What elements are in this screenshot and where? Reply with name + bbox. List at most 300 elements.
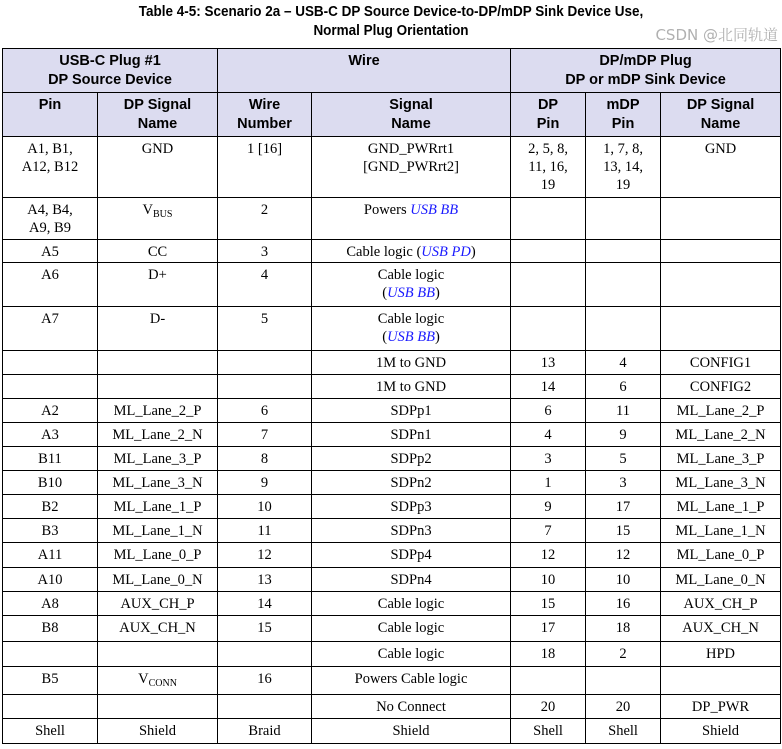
group-header-line: DP Source Device bbox=[48, 72, 172, 88]
table-cell bbox=[511, 307, 586, 351]
cell-text: A10 bbox=[37, 572, 63, 588]
table-cell bbox=[218, 568, 312, 592]
table-cell bbox=[3, 263, 98, 307]
table-cell bbox=[586, 495, 661, 519]
table-cell bbox=[586, 568, 661, 592]
table-cell bbox=[312, 543, 511, 568]
table-cell bbox=[3, 307, 98, 351]
table-cell bbox=[511, 263, 586, 307]
table-cell bbox=[218, 592, 312, 616]
cell-text: 1, 7, 8, bbox=[603, 141, 643, 157]
cell-text: GND_PWRrt1 bbox=[367, 141, 455, 157]
cell-text: 6 bbox=[260, 403, 269, 419]
cell-text: V bbox=[138, 671, 149, 687]
cell-text: Cable logic ( bbox=[346, 244, 422, 260]
table-cell bbox=[312, 240, 511, 263]
table-row bbox=[3, 642, 781, 667]
table-cell bbox=[218, 667, 312, 695]
cell-text: A6 bbox=[41, 267, 59, 283]
cell-text: SDPp4 bbox=[390, 547, 432, 563]
table-cell bbox=[98, 240, 218, 263]
table-row bbox=[3, 471, 781, 495]
cell-text: A5 bbox=[41, 244, 59, 260]
cell-text: Shell bbox=[608, 723, 638, 739]
table-cell bbox=[218, 471, 312, 495]
table-cell bbox=[98, 592, 218, 616]
cell-text: 20 bbox=[540, 699, 556, 715]
column-header-line: Pin bbox=[38, 97, 62, 113]
table-row bbox=[3, 519, 781, 543]
column-header-line: DP Signal bbox=[123, 97, 192, 113]
column-header bbox=[98, 93, 218, 137]
group-header-row bbox=[3, 49, 781, 93]
table-cell bbox=[661, 399, 781, 423]
cell-text: [GND_PWRrt2] bbox=[363, 159, 459, 175]
cell-text: 18 bbox=[540, 646, 556, 662]
table-cell bbox=[312, 719, 511, 744]
table-cell bbox=[586, 543, 661, 568]
cell-text: 18 bbox=[615, 620, 631, 636]
cell-text: 1 [16] bbox=[246, 141, 283, 157]
table-cell bbox=[98, 495, 218, 519]
cell-text: ML_Lane_1_N bbox=[675, 523, 766, 539]
table-cell bbox=[312, 375, 511, 399]
table-cell bbox=[3, 495, 98, 519]
table-cell bbox=[218, 198, 312, 240]
table-row bbox=[3, 592, 781, 616]
cell-text: 16 bbox=[257, 671, 272, 687]
table-cell bbox=[3, 519, 98, 543]
table-cell bbox=[586, 616, 661, 642]
table-row bbox=[3, 447, 781, 471]
table-cell bbox=[3, 471, 98, 495]
table-cell bbox=[218, 399, 312, 423]
table-cell bbox=[3, 423, 98, 447]
table-cell bbox=[661, 543, 781, 568]
cell-text: CC bbox=[147, 244, 168, 260]
cell-text: 7 bbox=[260, 427, 269, 443]
table-cell bbox=[511, 592, 586, 616]
column-header bbox=[511, 93, 586, 137]
cell-text: 10 bbox=[257, 499, 272, 515]
table-cell bbox=[312, 423, 511, 447]
table-row bbox=[3, 198, 781, 240]
table-cell bbox=[218, 642, 312, 667]
cell-text: 9 bbox=[260, 475, 269, 491]
cell-text: SDPn2 bbox=[390, 475, 432, 491]
table-cell bbox=[98, 543, 218, 568]
table-cell bbox=[661, 351, 781, 375]
cell-text: SDPn4 bbox=[390, 572, 432, 588]
column-header-line: DP bbox=[537, 97, 559, 113]
cell-text: 11 bbox=[616, 403, 631, 419]
table-cell bbox=[511, 543, 586, 568]
table-cell bbox=[3, 616, 98, 642]
table-row bbox=[3, 667, 781, 695]
cell-text: Cable logic bbox=[377, 620, 445, 636]
table-cell bbox=[586, 307, 661, 351]
table-row bbox=[3, 695, 781, 719]
cell-text: 5 bbox=[619, 451, 627, 467]
column-header-row bbox=[3, 93, 781, 137]
table-cell bbox=[312, 351, 511, 375]
table-cell bbox=[586, 351, 661, 375]
cell-text: 19 bbox=[615, 177, 631, 193]
table-cell bbox=[218, 543, 312, 568]
cell-text: GND bbox=[704, 141, 737, 157]
table-cell bbox=[218, 519, 312, 543]
table-cell bbox=[3, 642, 98, 667]
cell-text: 19 bbox=[540, 177, 556, 193]
table-title bbox=[27, 0, 754, 41]
table-cell bbox=[98, 137, 218, 198]
table-cell bbox=[3, 198, 98, 240]
table-cell bbox=[312, 137, 511, 198]
cell-text: B5 bbox=[41, 671, 59, 687]
group-header-dp bbox=[511, 49, 781, 93]
cell-text: Cable logic bbox=[377, 311, 445, 327]
cell-text: 10 bbox=[615, 572, 631, 588]
table-cell bbox=[511, 695, 586, 719]
cell-text: 1M to GND bbox=[375, 355, 447, 371]
cell-text: 15 bbox=[615, 523, 631, 539]
table-cell bbox=[98, 568, 218, 592]
table-cell bbox=[3, 695, 98, 719]
cell-text: 13, 14, bbox=[603, 159, 643, 175]
cell-text: A9, B9 bbox=[29, 220, 71, 236]
table-cell bbox=[98, 198, 218, 240]
cell-text: A7 bbox=[41, 311, 59, 327]
table-cell bbox=[511, 495, 586, 519]
cell-text: ML_Lane_3_N bbox=[675, 475, 766, 491]
cell-text: ) bbox=[434, 285, 440, 301]
cell-text: Cable logic bbox=[377, 596, 445, 612]
table-cell bbox=[586, 667, 661, 695]
table-cell bbox=[661, 616, 781, 642]
table-cell bbox=[511, 568, 586, 592]
table-cell bbox=[3, 447, 98, 471]
group-header-usbc bbox=[3, 49, 218, 93]
table-cell bbox=[586, 642, 661, 667]
cell-text: 17 bbox=[615, 499, 631, 515]
table-cell bbox=[218, 423, 312, 447]
table-cell bbox=[661, 137, 781, 198]
table-cell bbox=[661, 642, 781, 667]
cell-text: 12 bbox=[540, 547, 556, 563]
cell-text: 6 bbox=[619, 379, 627, 395]
table-row bbox=[3, 568, 781, 592]
group-header-line: DP/mDP Plug bbox=[599, 53, 692, 69]
cell-text: ( bbox=[382, 329, 388, 345]
table-cell bbox=[312, 592, 511, 616]
table-cell bbox=[661, 667, 781, 695]
spec-link[interactable]: USB BB bbox=[410, 202, 459, 218]
table-row bbox=[3, 423, 781, 447]
cell-text: 2 bbox=[619, 646, 627, 662]
table-cell bbox=[312, 667, 511, 695]
table-cell bbox=[98, 519, 218, 543]
table-cell bbox=[312, 519, 511, 543]
cell-text: B10 bbox=[37, 475, 63, 491]
cell-text: 10 bbox=[540, 572, 556, 588]
cell-text: 6 bbox=[544, 403, 552, 419]
table-cell bbox=[3, 240, 98, 263]
cell-text: 9 bbox=[619, 427, 627, 443]
table-cell bbox=[218, 616, 312, 642]
spec-link[interactable]: USB PD bbox=[421, 244, 471, 260]
group-header-line: Wire bbox=[348, 53, 380, 69]
table-cell bbox=[511, 719, 586, 744]
table-cell bbox=[3, 719, 98, 744]
table-cell bbox=[312, 568, 511, 592]
table-cell bbox=[586, 137, 661, 198]
cell-text: 8 bbox=[260, 451, 269, 467]
watermark: CSDN @北同轨道 bbox=[655, 26, 778, 44]
table-cell bbox=[218, 695, 312, 719]
cell-text: 1 bbox=[544, 475, 552, 491]
cell-text: 12 bbox=[257, 547, 272, 563]
table-cell bbox=[661, 198, 781, 240]
column-header bbox=[312, 93, 511, 137]
table-cell bbox=[511, 667, 586, 695]
cell-text: 11 bbox=[257, 523, 272, 539]
cell-text: ML_Lane_0_P bbox=[676, 547, 765, 563]
table-cell bbox=[511, 399, 586, 423]
cell-text: ML_Lane_3_P bbox=[676, 451, 765, 467]
group-header-wire bbox=[218, 49, 511, 93]
table-cell bbox=[312, 695, 511, 719]
cell-text: AUX_CH_P bbox=[120, 596, 195, 612]
table-cell bbox=[98, 667, 218, 695]
table-cell bbox=[218, 137, 312, 198]
table-cell bbox=[312, 616, 511, 642]
table-row bbox=[3, 495, 781, 519]
cell-text: 3 bbox=[619, 475, 627, 491]
cell-text: No Connect bbox=[376, 699, 446, 715]
table-row bbox=[3, 240, 781, 263]
cell-text: B8 bbox=[41, 620, 59, 636]
table-cell bbox=[3, 592, 98, 616]
table-cell bbox=[3, 543, 98, 568]
column-header bbox=[218, 93, 312, 137]
cell-text: CONN bbox=[148, 678, 177, 689]
spec-link[interactable]: USB BB bbox=[387, 329, 435, 345]
table-row bbox=[3, 307, 781, 351]
table-body bbox=[3, 137, 781, 744]
cell-text: 14 bbox=[257, 596, 272, 612]
cell-text: A8 bbox=[41, 596, 59, 612]
title-line-1: Table 4-5: Scenario 2a – USB-C DP Source Device-to-DP/mDP Sink Device Use, bbox=[138, 4, 644, 20]
table-cell bbox=[661, 375, 781, 399]
table-cell bbox=[511, 351, 586, 375]
table-cell bbox=[98, 307, 218, 351]
cell-text: AUX_CH_P bbox=[683, 596, 758, 612]
cell-text: Cable logic bbox=[377, 267, 445, 283]
title-line-2: Normal Plug Orientation bbox=[313, 23, 469, 39]
cell-text: 7 bbox=[544, 523, 552, 539]
table-cell bbox=[98, 263, 218, 307]
table-cell bbox=[511, 198, 586, 240]
cell-text: ML_Lane_3_N bbox=[112, 475, 203, 491]
cell-text: ML_Lane_0_P bbox=[113, 547, 202, 563]
table-cell bbox=[661, 519, 781, 543]
table-cell bbox=[511, 519, 586, 543]
column-header-line: Number bbox=[237, 116, 292, 132]
cell-text: B3 bbox=[41, 523, 59, 539]
cell-text: 20 bbox=[615, 699, 631, 715]
table-cell bbox=[312, 447, 511, 471]
table-cell bbox=[218, 240, 312, 263]
cell-text: DP_PWR bbox=[691, 699, 750, 715]
table-cell bbox=[98, 616, 218, 642]
column-header-line: Wire bbox=[248, 97, 281, 113]
table-cell bbox=[586, 198, 661, 240]
cell-text: 9 bbox=[544, 499, 552, 515]
cell-text: 14 bbox=[540, 379, 556, 395]
cell-text: 3 bbox=[260, 244, 269, 260]
cell-text: ML_Lane_0_N bbox=[675, 572, 766, 588]
cell-text: Cable logic bbox=[377, 646, 445, 662]
table-cell bbox=[586, 263, 661, 307]
table-cell bbox=[218, 307, 312, 351]
table-cell bbox=[511, 642, 586, 667]
table-cell bbox=[511, 616, 586, 642]
table-cell bbox=[661, 719, 781, 744]
column-header-line: DP Signal bbox=[686, 97, 755, 113]
column-header-line: Name bbox=[700, 116, 741, 132]
cell-text: 15 bbox=[540, 596, 556, 612]
cell-text: A3 bbox=[41, 427, 59, 443]
table-cell bbox=[661, 495, 781, 519]
table-row bbox=[3, 399, 781, 423]
cell-text: 13 bbox=[257, 572, 272, 588]
cell-text: SDPp2 bbox=[390, 451, 432, 467]
cell-text: 17 bbox=[540, 620, 556, 636]
table-cell bbox=[98, 375, 218, 399]
cell-text: ML_Lane_1_P bbox=[676, 499, 765, 515]
cell-text: B2 bbox=[41, 499, 59, 515]
table-cell bbox=[586, 375, 661, 399]
table-cell bbox=[98, 471, 218, 495]
table-cell bbox=[586, 695, 661, 719]
table-cell bbox=[312, 263, 511, 307]
cell-text: SDPp1 bbox=[390, 403, 432, 419]
cell-text: 4 bbox=[260, 267, 269, 283]
cell-text: ML_Lane_2_P bbox=[676, 403, 765, 419]
cell-text: ML_Lane_2_N bbox=[112, 427, 203, 443]
column-header-line: Pin bbox=[536, 116, 560, 132]
cell-text: SDPp3 bbox=[390, 499, 432, 515]
table-row bbox=[3, 375, 781, 399]
table-cell bbox=[312, 198, 511, 240]
column-header-line: Name bbox=[137, 116, 178, 132]
table-cell bbox=[661, 447, 781, 471]
cell-text: A2 bbox=[41, 403, 59, 419]
cell-text: 11, 16, bbox=[528, 159, 568, 175]
cell-text: ML_Lane_2_P bbox=[113, 403, 202, 419]
table-cell bbox=[661, 592, 781, 616]
table-cell bbox=[661, 307, 781, 351]
cell-text: ML_Lane_2_N bbox=[675, 427, 766, 443]
table-cell bbox=[511, 471, 586, 495]
spec-link[interactable]: USB BB bbox=[387, 285, 435, 301]
table-cell bbox=[511, 447, 586, 471]
table-row bbox=[3, 719, 781, 744]
table-cell bbox=[3, 399, 98, 423]
table-cell bbox=[511, 375, 586, 399]
table-row bbox=[3, 137, 781, 198]
cell-text: 16 bbox=[615, 596, 631, 612]
cell-text: CONFIG1 bbox=[689, 355, 752, 371]
cell-text: ML_Lane_3_P bbox=[113, 451, 202, 467]
cell-text: 15 bbox=[257, 620, 272, 636]
table-cell bbox=[98, 695, 218, 719]
pin-mapping-table bbox=[2, 48, 781, 744]
table-cell bbox=[218, 263, 312, 307]
cell-text: 5 bbox=[260, 311, 269, 327]
cell-text: 2, 5, 8, bbox=[528, 141, 568, 157]
table-cell bbox=[3, 137, 98, 198]
cell-text: A1, B1, bbox=[27, 141, 73, 157]
table-cell bbox=[218, 719, 312, 744]
cell-text: Shield bbox=[392, 723, 430, 739]
table-cell bbox=[312, 399, 511, 423]
table-cell bbox=[661, 263, 781, 307]
table-cell bbox=[312, 642, 511, 667]
cell-text: BUS bbox=[153, 209, 173, 220]
cell-text: ( bbox=[382, 285, 388, 301]
table-cell bbox=[586, 240, 661, 263]
cell-text: AUX_CH_N bbox=[119, 620, 196, 636]
cell-text: 3 bbox=[544, 451, 552, 467]
table-cell bbox=[511, 240, 586, 263]
table-cell bbox=[3, 351, 98, 375]
table-cell bbox=[661, 695, 781, 719]
column-header-line: Name bbox=[391, 116, 431, 132]
table-cell bbox=[511, 423, 586, 447]
cell-text: 12 bbox=[615, 547, 631, 563]
cell-text: B11 bbox=[38, 451, 62, 467]
cell-text: 4 bbox=[544, 427, 552, 443]
cell-text: ) bbox=[470, 244, 476, 260]
table-cell bbox=[586, 592, 661, 616]
table-cell bbox=[511, 137, 586, 198]
table-cell bbox=[3, 667, 98, 695]
table-cell bbox=[312, 471, 511, 495]
table-cell bbox=[98, 399, 218, 423]
cell-text: Braid bbox=[248, 723, 281, 739]
cell-text: A11 bbox=[37, 547, 63, 563]
group-header-line: USB-C Plug #1 bbox=[59, 53, 161, 69]
table-cell bbox=[98, 351, 218, 375]
table-cell bbox=[586, 447, 661, 471]
table-cell bbox=[218, 375, 312, 399]
table-cell bbox=[98, 642, 218, 667]
table-cell bbox=[312, 307, 511, 351]
cell-text: A12, B12 bbox=[21, 159, 79, 175]
column-header-line: Signal bbox=[389, 97, 433, 113]
column-header bbox=[661, 93, 781, 137]
cell-text: 4 bbox=[619, 355, 627, 371]
cell-text: ML_Lane_1_N bbox=[112, 523, 203, 539]
table-cell bbox=[661, 568, 781, 592]
column-header-line: Pin bbox=[611, 116, 635, 132]
cell-text: 13 bbox=[540, 355, 556, 371]
column-header-line: mDP bbox=[606, 97, 640, 113]
cell-text: SDPn1 bbox=[390, 427, 432, 443]
table-cell bbox=[98, 423, 218, 447]
cell-text: 2 bbox=[260, 202, 269, 218]
